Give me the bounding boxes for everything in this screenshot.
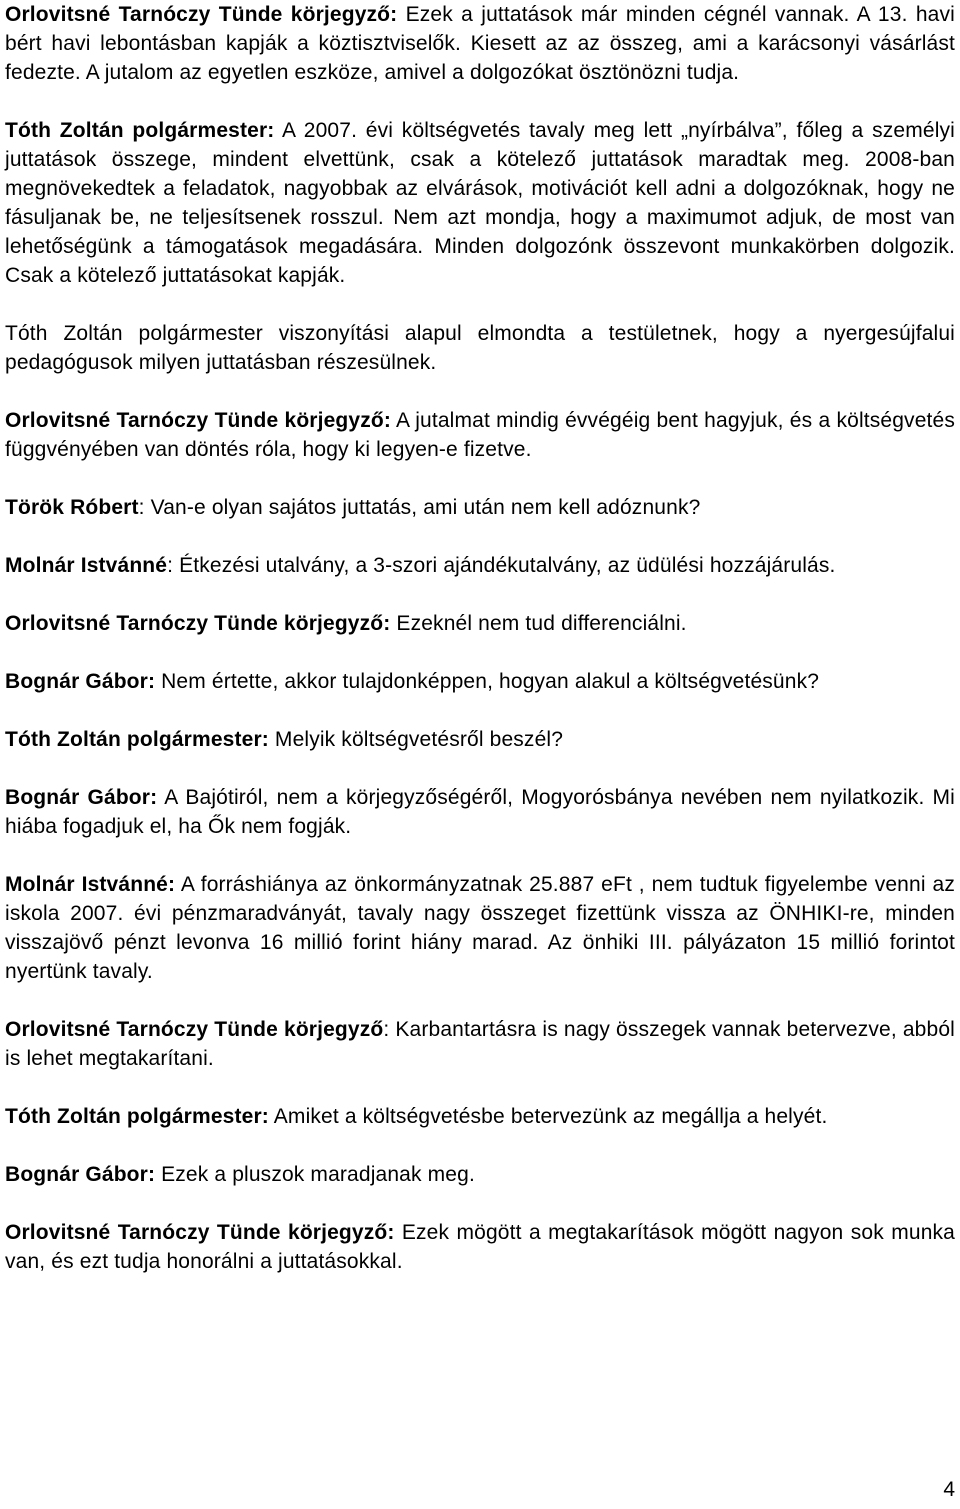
paragraph-text: : Van-e olyan sajátos juttatás, ami után nem kell adóznunk? <box>138 496 701 519</box>
paragraph-text: A Bajótiról, nem a körjegyzőségéről, Mogyorósbánya nevében nem nyilatkozik. Mi hiába fogadjuk el, ha Ők nem fogják. <box>5 786 955 838</box>
speaker-name: Molnár Istvánné <box>5 554 168 577</box>
speaker-name: Orlovitsné Tarnóczy Tünde körjegyző: <box>5 612 391 635</box>
paragraph-text: Ezek mögött a megtakarítások mögött nagyon sok munka van, és ezt tudja honorálni a juttatásokkal. <box>5 1221 955 1273</box>
paragraph <box>5 667 955 696</box>
paragraph-text: Nem értette, akkor tulajdonképpen, hogyan alakul a költségvetésünk? <box>155 670 820 693</box>
speaker-name: Orlovitsné Tarnóczy Tünde körjegyző <box>5 1018 384 1041</box>
paragraph-text: Ezek a juttatások már minden cégnél vannak. A 13. havi bért havi lebontásban kapják a köztisztviselők. Kiesett az az összeg, ami a karácsonyi vásárlást fedezte. A jutalom az egyetlen eszköze, amivel a dolgozókat ösztönözni tudja. <box>5 3 955 84</box>
paragraph <box>5 319 955 377</box>
paragraph-text: Melyik költségvetésről beszél? <box>268 728 564 751</box>
paragraph <box>5 0 955 87</box>
paragraph-text: Tóth Zoltán polgármester viszonyítási alapul elmondta a testületnek, hogy a nyergesújfalui pedagógusok milyen juttatásban részesülnek. <box>5 322 955 374</box>
speaker-name: Bognár Gábor: <box>5 670 156 693</box>
paragraph-text: A forráshiánya az önkormányzatnak 25.887 eFt , nem tudtuk figyelembe venni az iskola 2007. évi pénzmaradványát, tavaly nagy összeget fizettünk vissza az ÖNHIKI-re, minden visszajövő pénzt levonva 16 millió forint hiány marad. Az önhiki III. pályázaton 15 millió forintot nyertünk tavaly. <box>5 873 955 983</box>
paragraph-text: Amiket a költségvetésbe betervezünk az megállja a helyét. <box>268 1105 828 1128</box>
speaker-name: Bognár Gábor: <box>5 786 158 809</box>
paragraph <box>5 493 955 522</box>
speaker-name: Tóth Zoltán polgármester: <box>5 119 275 142</box>
paragraph <box>5 406 955 464</box>
speaker-name: Orlovitsné Tarnóczy Tünde körjegyző: <box>5 3 398 26</box>
paragraph-text: A 2007. évi költségvetés tavaly meg lett „nyírbálva”, főleg a személyi juttatások összege, mindent elvettünk, csak a kötelező juttatások maradtak meg. 2008-ban megnövekedtek a feladatok, nagyobbak az elvárások, motivációt kell adni a dolgozóknak, hogy ne fásuljanak be, ne teljesítsenek rosszul. Nem azt mondja, hogy a maximumot adjuk, de most van lehetőségünk a támogatások megadására. Minden dolgozónk összevont munkakörben dolgozik. Csak a kötelező juttatásokat kapják. <box>5 119 955 287</box>
paragraph <box>5 1160 955 1189</box>
paragraph-text: Ezek a pluszok maradjanak meg. <box>155 1163 475 1186</box>
speaker-name: Tóth Zoltán polgármester: <box>5 728 269 751</box>
document-page <box>5 0 955 1305</box>
paragraph-text: A jutalmat mindig évvégéig bent hagyjuk, és a költségvetés függvényében van döntés róla, hogy ki legyen-e fizetve. <box>5 409 955 461</box>
speaker-name: Tóth Zoltán polgármester: <box>5 1105 269 1128</box>
paragraph <box>5 551 955 580</box>
paragraph <box>5 725 955 754</box>
speaker-name: Molnár Istvánné: <box>5 873 176 896</box>
speaker-name: Bognár Gábor: <box>5 1163 156 1186</box>
paragraph-text: : Étkezési utalvány, a 3-szori ajándékutalvány, az üdülési hozzájárulás. <box>167 554 836 577</box>
paragraph-text: : Karbantartásra is nagy összegek vannak betervezve, abból is lehet megtakarítani. <box>5 1018 955 1070</box>
paragraph <box>5 1102 955 1131</box>
paragraph <box>5 116 955 290</box>
paragraph <box>5 1015 955 1073</box>
page-number: 4 <box>943 1478 955 1501</box>
paragraph <box>5 783 955 841</box>
paragraph <box>5 1218 955 1276</box>
paragraph-text: Ezeknél nem tud differenciálni. <box>390 612 687 635</box>
paragraph <box>5 870 955 986</box>
speaker-name: Orlovitsné Tarnóczy Tünde körjegyző: <box>5 409 392 432</box>
speaker-name: Orlovitsné Tarnóczy Tünde körjegyző: <box>5 1221 395 1244</box>
paragraph <box>5 609 955 638</box>
speaker-name: Török Róbert <box>5 496 139 519</box>
